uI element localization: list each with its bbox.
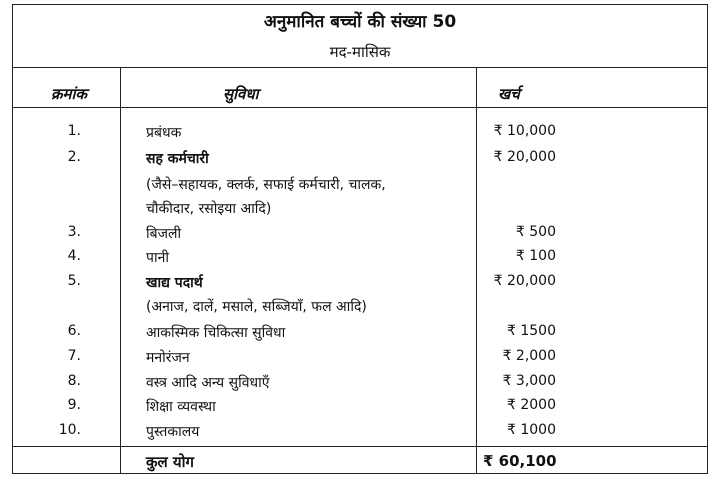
row-cost: ₹ 20,000 — [493, 149, 556, 165]
row-item: सह कर्मचारी — [146, 151, 209, 167]
row-cost: ₹ 1000 — [507, 422, 556, 438]
row-item: आकस्मिक चिकित्सा सुविधा — [146, 325, 286, 341]
row-item: खाद्य पदार्थ — [146, 275, 203, 291]
row-cost: ₹ 500 — [515, 224, 556, 240]
table-subtitle: मद-मासिक — [13, 39, 707, 68]
column-header-expense: खर्च — [498, 85, 520, 103]
row-item-note: चौकीदार, रसोइया आदि) — [146, 201, 272, 217]
row-number: 9. — [67, 397, 81, 413]
row-number: 4. — [67, 248, 81, 264]
column-divider-1 — [120, 68, 121, 473]
total-divider — [13, 446, 707, 447]
row-cost: ₹ 100 — [515, 248, 556, 264]
header-divider — [13, 107, 707, 108]
row-item: मनोरंजन — [146, 350, 190, 366]
row-cost: ₹ 2000 — [507, 397, 556, 413]
row-item: प्रबंधक — [146, 125, 182, 141]
row-number: 6. — [67, 323, 81, 339]
row-number: 7. — [67, 348, 81, 364]
row-item-note: (अनाज, दालें, मसाले, सब्जियाँ, फल आदि) — [146, 299, 367, 315]
row-item: शिक्षा व्यवस्था — [146, 399, 216, 415]
table-title: अनुमानित बच्चों की संख्या 50 — [263, 12, 457, 32]
row-item: बिजली — [146, 226, 182, 242]
total-cost: ₹ 60,100 — [483, 452, 557, 470]
expense-table — [12, 4, 708, 474]
row-number: 3. — [67, 224, 81, 240]
row-cost: ₹ 1500 — [507, 323, 556, 339]
row-item: पुस्तकालय — [146, 424, 200, 440]
row-number: 5. — [67, 273, 81, 289]
row-cost: ₹ 3,000 — [502, 373, 556, 389]
column-header-serial: क्रमांक — [51, 85, 87, 103]
row-number: 1. — [67, 123, 81, 139]
row-number: 2. — [67, 149, 81, 165]
row-cost: ₹ 2,000 — [502, 348, 556, 364]
total-label: कुल योग — [146, 453, 194, 471]
row-number: 10. — [58, 422, 81, 438]
row-item: पानी — [146, 250, 169, 266]
row-number: 8. — [67, 373, 81, 389]
row-item-note: (जैसे–सहायक, क्लर्क, सफाई कर्मचारी, चालक, — [146, 177, 386, 193]
column-header-facility: सुविधा — [223, 85, 259, 103]
row-cost: ₹ 20,000 — [493, 273, 556, 289]
row-item: वस्त्र आदि अन्य सुविधाएँ — [146, 375, 270, 391]
row-cost: ₹ 10,000 — [493, 123, 556, 139]
